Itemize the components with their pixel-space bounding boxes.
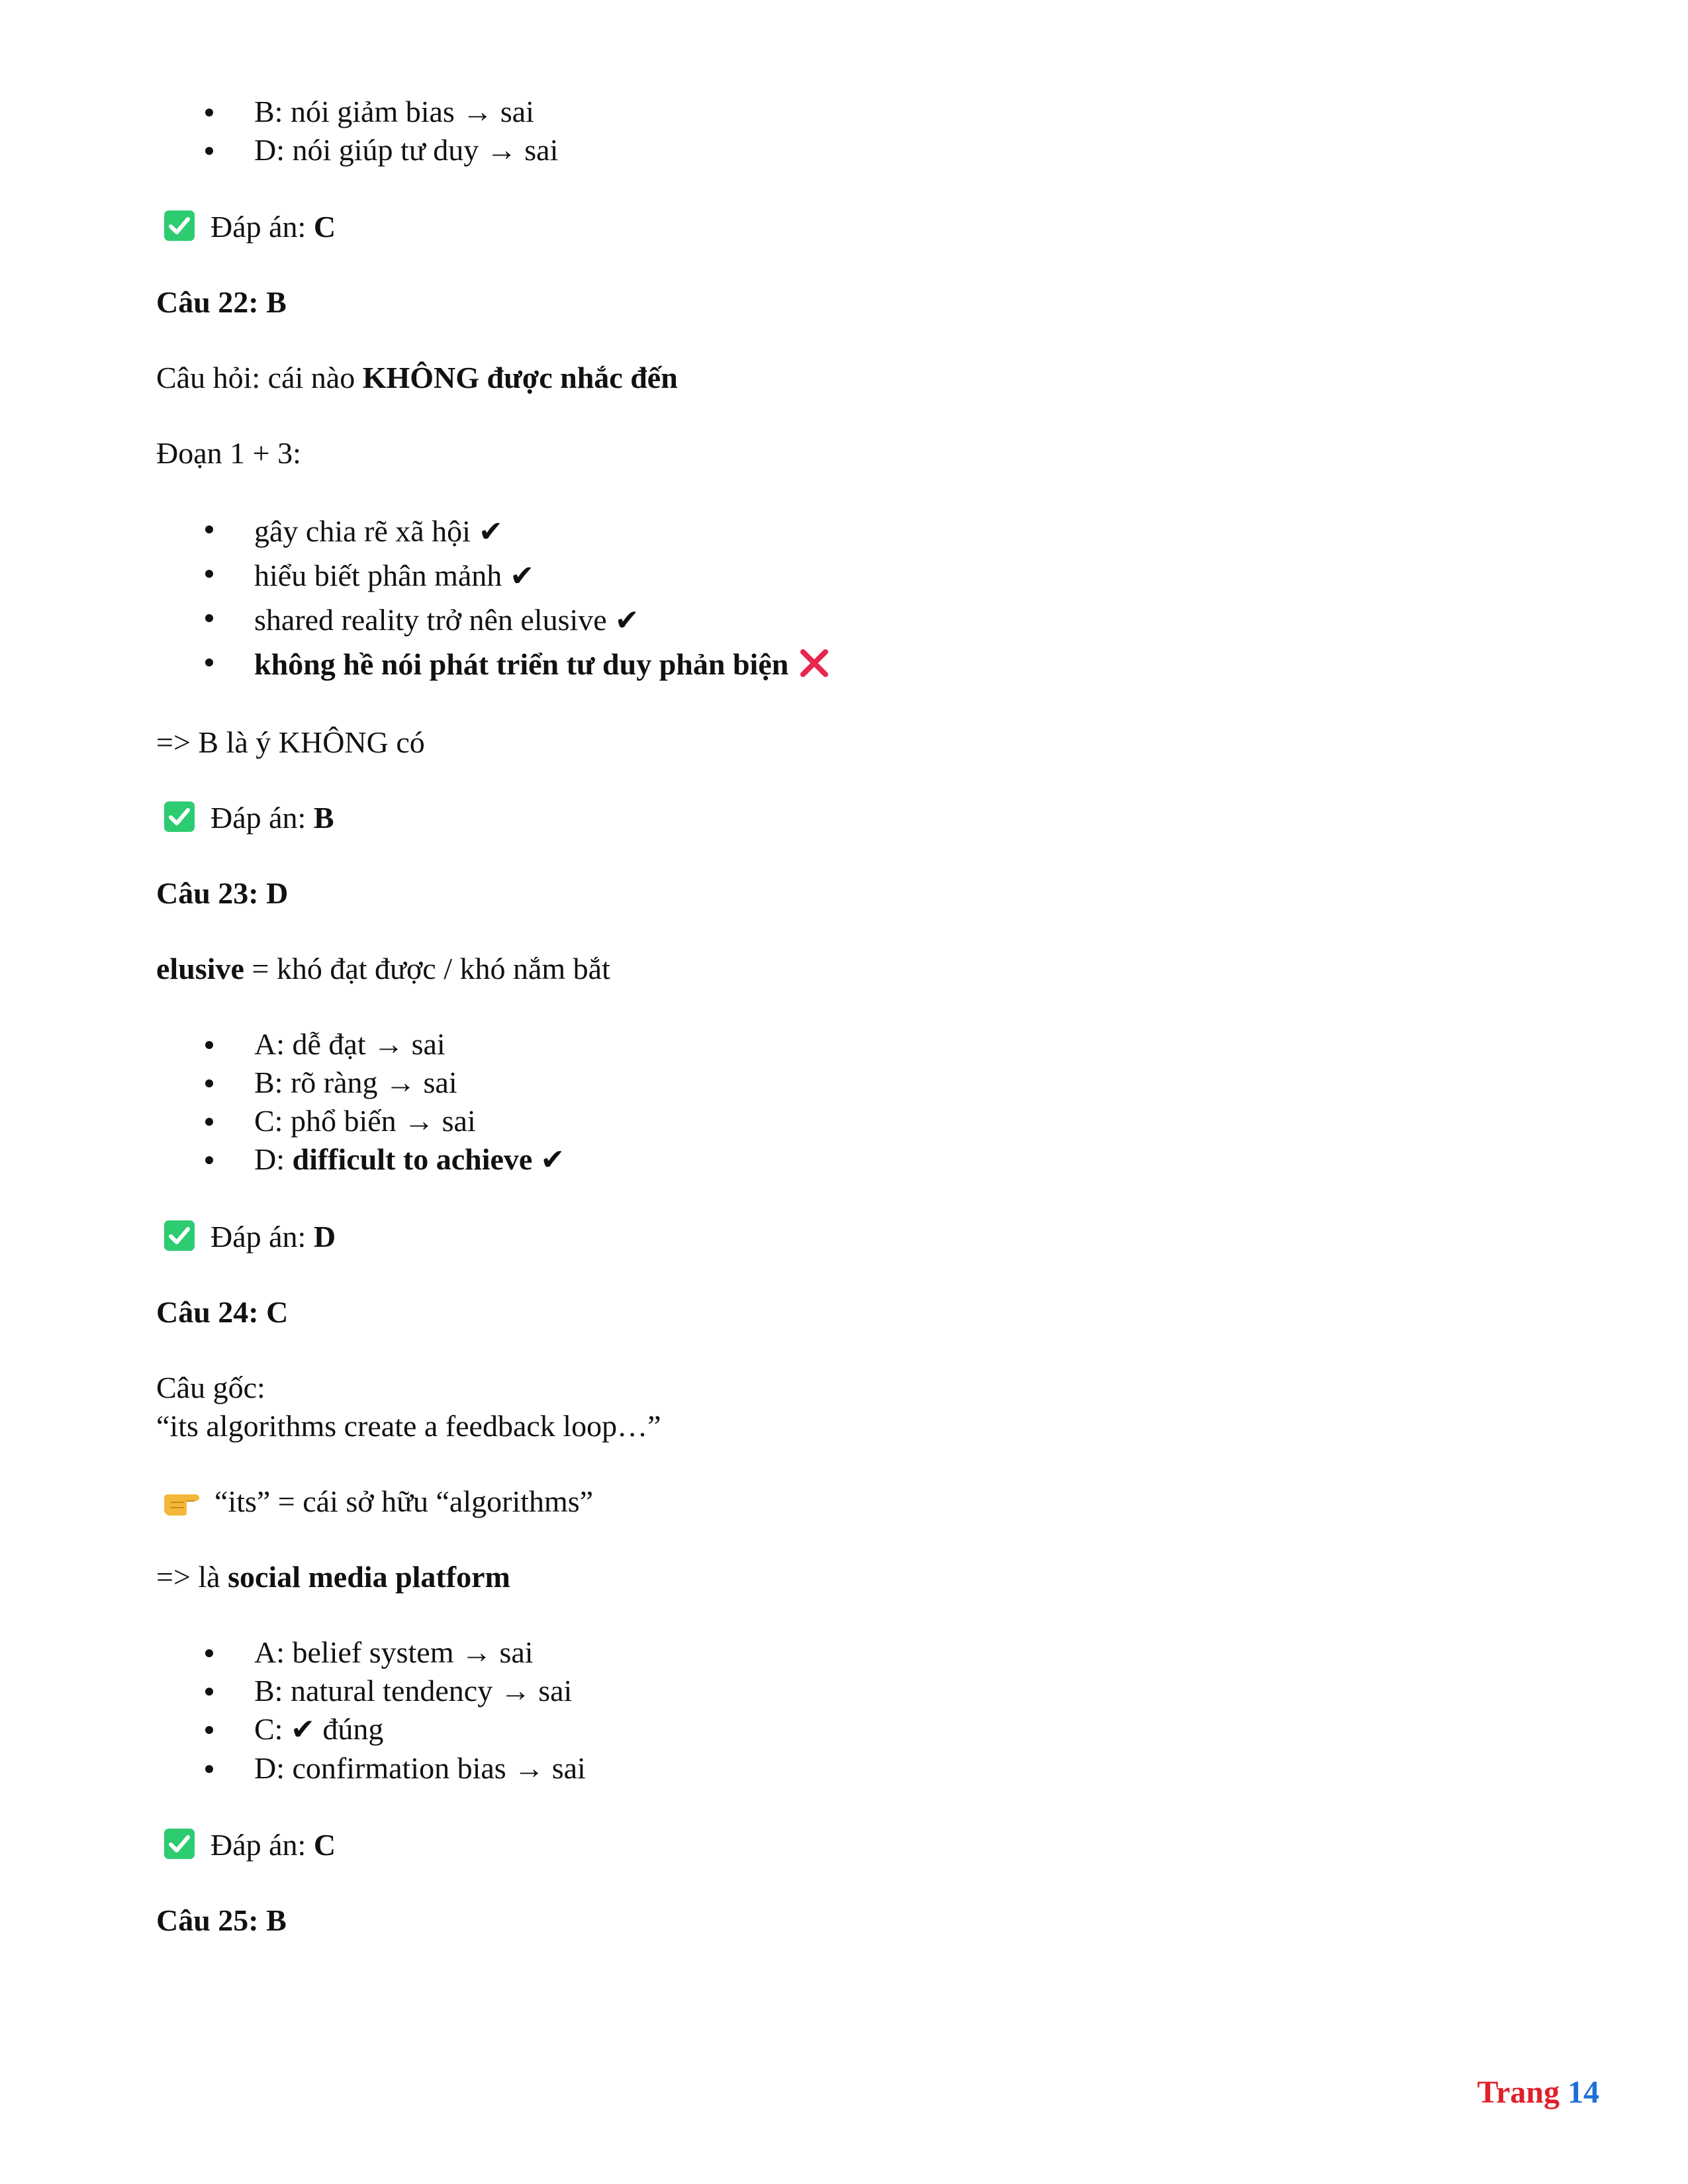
page-number-value: 14 (1568, 2075, 1599, 2110)
source-label: Câu gốc: (156, 1371, 265, 1404)
check-mark-icon (164, 1220, 195, 1251)
list-item: D: nói giúp tư duy → sai (156, 131, 1546, 169)
list-item: D: confirmation bias → sai (156, 1749, 1546, 1788)
conclusion: => B là ý KHÔNG có (156, 725, 425, 759)
tick-icon: ✔ (290, 1713, 315, 1747)
answer-line: Đáp án: B (156, 799, 1546, 837)
question-title: Câu 24: C (156, 1295, 289, 1329)
check-mark-icon (164, 1829, 195, 1859)
list-item: D: difficult to achieve ✔ (156, 1140, 1546, 1179)
list-item: A: dễ đạt → sai (156, 1025, 1546, 1064)
list-item: gây chia rẽ xã hội ✔ (156, 510, 1546, 554)
page-label: Trang (1477, 2075, 1568, 2110)
list-item: C: phổ biến → sai (156, 1102, 1546, 1140)
tick-icon: ✔ (478, 515, 503, 549)
question-text: Câu hỏi: cái nào KHÔNG được nhắc đến (156, 361, 678, 394)
tick-icon: ✔ (540, 1143, 565, 1177)
paragraph-ref: Đoạn 1 + 3: (156, 436, 301, 470)
check-mark-icon (164, 210, 195, 241)
list-item: A: belief system → sai (156, 1633, 1546, 1672)
answer-value: C (313, 210, 336, 244)
tick-icon: ✔ (510, 559, 535, 593)
answer-line: Đáp án: D (156, 1218, 1546, 1256)
answer-line: Đáp án: C (156, 1826, 1546, 1864)
question-title: Câu 25: B (156, 1903, 287, 1937)
cross-icon (798, 647, 831, 680)
list-item: không hề nói phát triển tư duy phản biện (156, 643, 1546, 686)
definition: elusive = khó đạt được / khó nắm bắt (156, 952, 610, 985)
answer-label: Đáp án: (211, 210, 314, 244)
list-item: B: nói giảm bias → sai (156, 93, 1546, 131)
source-quote: “its algorithms create a feedback loop…” (156, 1409, 661, 1443)
q23-options-list (156, 1025, 1546, 1179)
list-item: C: ✔ đúng (156, 1710, 1546, 1749)
check-mark-icon (164, 801, 195, 832)
q24-options-list (156, 1633, 1546, 1788)
page-number (1477, 2074, 1599, 2111)
document-page (156, 93, 1546, 1940)
list-item: shared reality trở nên elusive ✔ (156, 598, 1546, 643)
q21-options-list (156, 93, 1546, 169)
list-item: hiểu biết phân mảnh ✔ (156, 554, 1546, 598)
pointer-note: “its” = cái sở hữu “algorithms” (156, 1482, 1546, 1521)
pointing-hand-icon (162, 1486, 201, 1517)
conclusion: => là social media platform (156, 1560, 510, 1594)
question-title: Câu 23: D (156, 876, 289, 910)
tick-icon: ✔ (614, 604, 639, 637)
answer-line (156, 208, 1546, 246)
question-title: Câu 22: B (156, 285, 287, 319)
list-item: B: rõ ràng → sai (156, 1064, 1546, 1102)
list-item: B: natural tendency → sai (156, 1672, 1546, 1710)
q22-evidence-list (156, 510, 1546, 686)
